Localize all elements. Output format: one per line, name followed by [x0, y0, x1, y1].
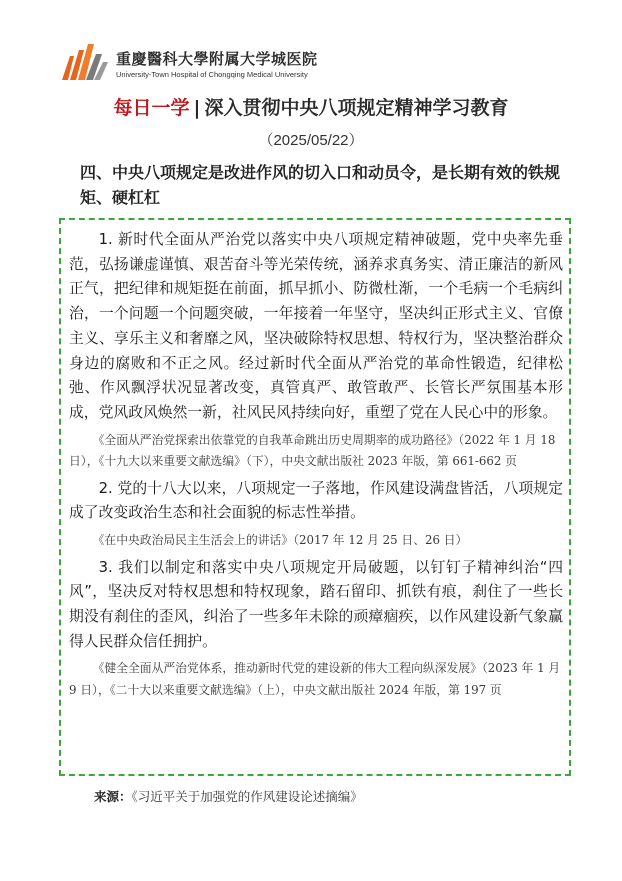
source-text: 《习近平关于加强党的作风建设论述摘编》	[131, 789, 363, 804]
hospital-header	[58, 40, 358, 88]
quote-item-3: 3. 我们以制定和落实中央八项规定开局破题，以钉钉子精神纠治“四风”，坚决反对特权思想和特权现象，踏石留印、抓铁有痕，刹住了一些长期没有刹住的歪风，纠治了一些多年未除的顽瘴痼疾，以作风建设新气象赢得人民群众信任拥护。	[69, 558, 563, 650]
source-line	[94, 787, 363, 805]
citation-2: 《在中央政治局民主生活会上的讲话》（2017 年 12 月 25 日、26 日）	[92, 533, 468, 548]
quote-box	[59, 218, 571, 776]
source-label: 来源：	[94, 789, 132, 804]
citation-1: 《全面从严治党探索出依靠党的自我革命跳出历史周期率的成功路径》（2022 年 1 月 18 日），《十九大以来重要文献选编》（下），中央文献出版社 2023 年版，第 661-662 页	[69, 432, 556, 469]
page-title	[0, 93, 622, 120]
section-heading: 四、中央八项规定是改进作风的切入口和动员令，是长期有效的铁规矩、硬杠杠	[80, 163, 561, 207]
publish-date: （2025/05/22）	[258, 132, 364, 149]
title-separator: |	[193, 97, 201, 119]
hospital-name-cn: 重慶醫科大學附属大学城医院	[116, 50, 318, 68]
quote-item-2: 2. 党的十八大以来，八项规定一子落地，作风建设满盘皆活，八项规定成了改变政治生态和社会面貌的标志性举措。	[69, 479, 563, 522]
hospital-logo-icon	[58, 40, 110, 86]
quote-item-1: 1. 新时代全面从严治党以落实中央八项规定精神破题，党中央率先垂范，弘扬谦虚谨慎、艰苦奋斗等光荣传统，涵养求真务实、清正廉洁的新风正气，把纪律和规矩挺在前面，抓早抓小、防微杜渐，一个毛病一个毛病纠治，一个问题一个问题突破，一年接着一年坚守，坚决纠正形式主义、官僚主义、享乐主义和奢靡之风，坚决破除特权思想、特权行为，坚决整治群众身边的腐败和不正之风。经过新时代全面从严治党的革命性锻造，纪律松弛、作风飘浮状况显著改变，真管真严、敢管敢严、长管长严氛围基本形成，党风政风焕然一新，社风民风持续向好，重塑了党在人民心中的形象。	[69, 231, 563, 421]
title-tag: 每日一学	[113, 97, 190, 119]
hospital-name-en: University-Town Hospital of Chongqing Medical University	[116, 70, 308, 79]
citation-3: 《健全全面从严治党体系，推动新时代党的建设新的伟大工程向纵深发展》（2023 年 1 月 9 日），《二十大以来重要文献选编》（上），中央文献出版社 2024 年版，第 197 页	[69, 661, 561, 697]
title-main: 深入贯彻中央八项规定精神学习教育	[204, 97, 509, 119]
